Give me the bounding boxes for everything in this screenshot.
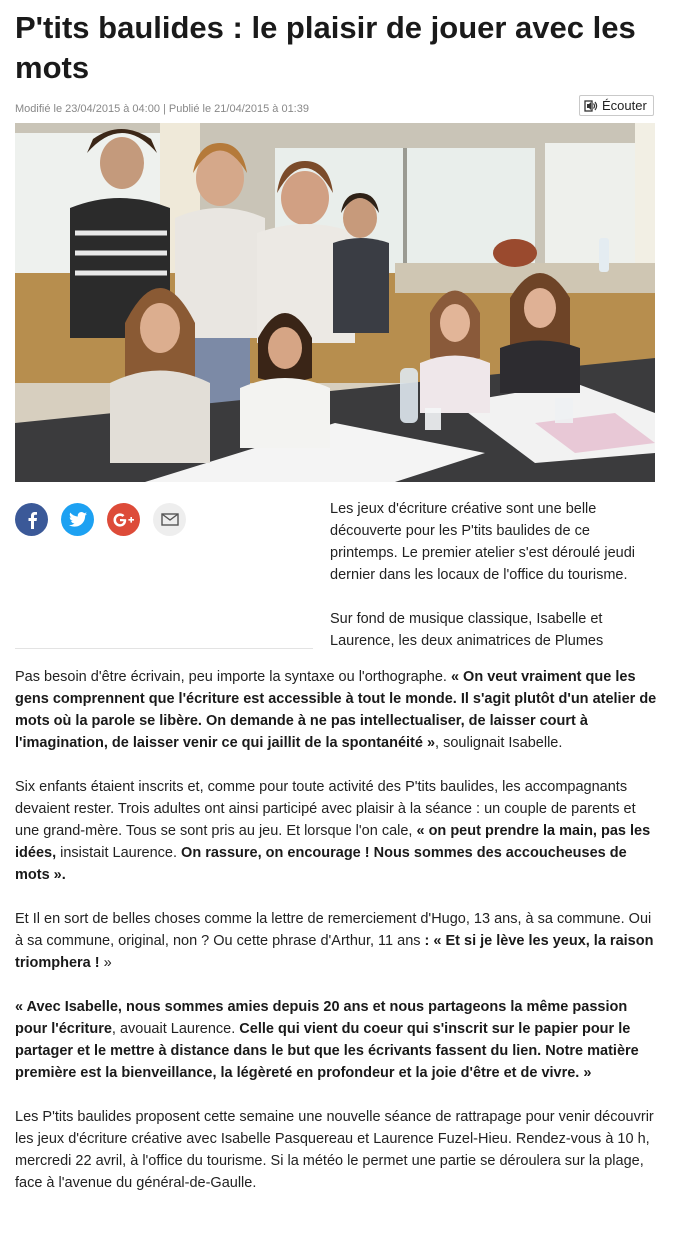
quote-run: : « Et si je lève les yeux, la raison triomphera ! — [15, 933, 654, 971]
mail-share-button[interactable] — [153, 503, 186, 536]
twitter-share-button[interactable] — [61, 503, 94, 536]
text-run: » — [99, 955, 112, 971]
body-paragraph-5: Les P'tits baulides proposent cette semaine une nouvelle séance de rattrapage pour venir découvrir les jeux d'écriture créative avec Isabelle Pasquereau et Laurence Fuzel-Hieu. Rendez-vous à 10 h, mercredi 22 avril, à l'office du tourisme. Si la météo le permet une partie se déroulera sur la plage, face à l'avenue du général-de-Gaulle. — [15, 1109, 654, 1191]
listen-button[interactable] — [579, 95, 654, 116]
body-paragraph-2 — [15, 776, 663, 886]
google-plus-share-button[interactable] — [107, 503, 140, 536]
quote-run: « on peut prendre la main, pas les idées, — [15, 823, 651, 861]
facebook-icon — [25, 511, 39, 529]
body-paragraph-4 — [15, 996, 663, 1084]
google-plus-icon — [113, 513, 135, 527]
text-run: , soulignait Isabelle. — [435, 735, 563, 751]
text-run: Et Il en sort de belles choses comme la lettre de remerciement d'Hugo, 13 ans, à sa commune. Oui à sa commune, original, non ? Ou cette phrase d'Arthur, 11 ans — [15, 911, 652, 949]
lead-paragraph-1: Les jeux d'écriture créative sont une belle découverte pour les P'tits baulides de ce printemps. Le premier atelier s'est déroulé jeudi dernier dans les locaux de l'office du tourisme. — [330, 501, 636, 583]
text-run: , avouait Laurence. — [111, 1021, 240, 1037]
quote-run: « On veut vraiment que les gens comprennent que l'écriture est accessible à tout le monde. Il s'agit plutôt d'un atelier de mots où la parole se libère. On demande à ne pas intellectualiser, de laisser court à l'imagination, de laisser venir ce qui jaillit de la spontanéité » — [15, 669, 657, 751]
article-body — [15, 666, 663, 1216]
twitter-icon — [69, 512, 87, 527]
listen-label: Écouter — [602, 98, 647, 113]
article-lead — [330, 498, 660, 674]
body-paragraph-1 — [15, 666, 663, 754]
article-photo[interactable] — [15, 123, 655, 482]
quote-run: « Avec Isabelle, nous sommes amies depuis 20 ans et nous partageons la même passion pour l'écriture — [15, 999, 628, 1037]
body-paragraph-3 — [15, 908, 663, 974]
text-run: Pas besoin d'être écrivain, peu importe la syntaxe ou l'orthographe. — [15, 669, 451, 685]
lead-paragraph-2: Sur fond de musique classique, Isabelle et Laurence, les deux animatrices de Plumes — [330, 611, 604, 649]
share-divider — [15, 648, 313, 649]
share-buttons — [15, 503, 186, 536]
quote-run: Celle qui vient du coeur qui s'inscrit sur le papier pour le partager et le mettre à distance dans le but que les écrivants fassent du lien. Notre matière première est la bienveillance, la légèreté en profondeur et la joie d'être et de vivre. » — [15, 1021, 639, 1081]
facebook-share-button[interactable] — [15, 503, 48, 536]
quote-run: On rassure, on encourage ! Nous sommes des accoucheuses de mots ». — [15, 845, 627, 883]
mail-icon — [161, 513, 179, 526]
speaker-icon — [584, 99, 598, 113]
text-run: Six enfants étaient inscrits et, comme pour toute activité des P'tits baulides, les accompagnants devaient rester. Trois adultes ont ainsi participé avec plaisir à la séance : un couple de parents et une grand-mère. Tous se sont pris au jeu. Et lorsque l'on cale, — [15, 779, 636, 839]
text-run: insistait Laurence. — [56, 845, 182, 861]
article-dates: Modifié le 23/04/2015 à 04:00 | Publié le 21/04/2015 à 01:39 — [15, 103, 309, 115]
article-title: P'tits baulides : le plaisir de jouer avec les mots — [15, 10, 636, 85]
